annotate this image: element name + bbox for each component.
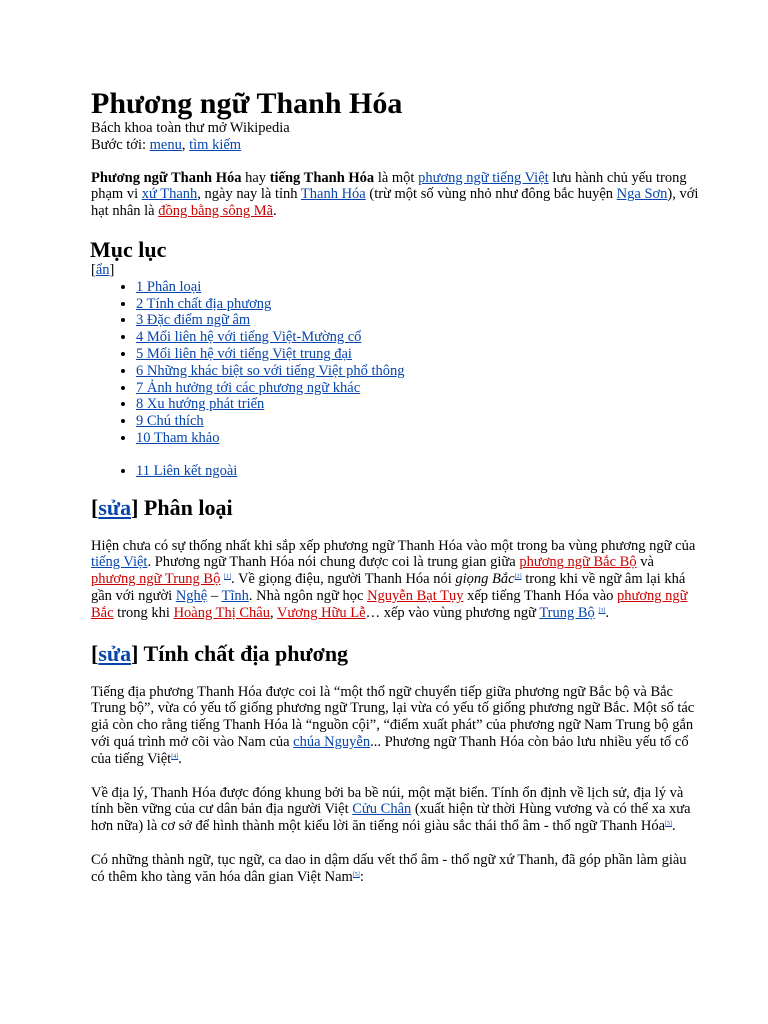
lead-paragraph (91, 170, 701, 220)
para-text: xếp tiếng Thanh Hóa vào (463, 587, 618, 604)
site-subtitle: Bách khoa toàn thư mở Wikipedia (91, 120, 290, 136)
toc-link-viet-muong[interactable]: 4 Mối liên hệ với tiếng Việt-Mường cổ (136, 329, 362, 346)
para-text: , (269, 604, 277, 621)
para-text: – (207, 587, 222, 604)
article-content (91, 88, 701, 886)
link-nghe[interactable]: Nghệ (175, 587, 208, 604)
lead-text: (trừ một số vùng nhỏ như đông bắc huyện (365, 186, 617, 203)
section-heading-phan-loai: [sửa] Phân loại (91, 494, 233, 520)
para-text: . (178, 750, 182, 767)
link-phuong-ngu-bac-bo[interactable]: phương ngữ Bắc Bộ (519, 554, 637, 571)
lead-bold-term: Phương ngữ Thanh Hóa (91, 169, 242, 186)
page-title: Phương ngữ Thanh Hóa (91, 87, 403, 120)
para-text: : (359, 868, 364, 885)
para-text: . (605, 604, 610, 621)
para-text: trong khi về ngữ âm lại khá gần với người (91, 571, 686, 604)
link-vuong-huu-le[interactable]: Vương Hữu Lễ (276, 604, 366, 621)
toc-link-trung-dai[interactable]: 5 Mối liên hệ với tiếng Việt trung đại (136, 345, 352, 362)
jump-to-prefix: Bước tới: (91, 136, 150, 153)
lead-text: , ngày nay là tỉnh (197, 186, 301, 203)
link-nga-son[interactable]: Nga Sơn (616, 186, 668, 203)
reference-link[interactable]: [5] (665, 821, 673, 828)
lead-text: ), với hạt nhân là (91, 186, 699, 220)
toc-item (136, 363, 701, 380)
toc-heading: Mục lục (90, 236, 167, 262)
edit-section-link[interactable]: sửa (98, 640, 132, 666)
reference-link[interactable]: [2] (514, 574, 522, 581)
lead-text: . (273, 203, 277, 220)
reference-link[interactable]: [1] (223, 574, 231, 581)
toc-link-lien-ket-ngoai[interactable]: 11 Liên kết ngoài (136, 462, 238, 479)
para-text: (xuất hiện từ thời Hùng vương và có thể xa xưa hơn nữa) là cơ sở để hình thành một kiểu lời ăn tiếng nói giàu sắc thái thổ âm - thổ ngữ Thanh Hóa (91, 801, 691, 835)
lead-text: hay (241, 169, 270, 186)
menu-link[interactable]: menu (149, 136, 182, 153)
link-nguyen-bat-tuy[interactable]: Nguyễn Bạt Tụy (367, 587, 464, 604)
toc-hide-link[interactable]: ẩn (95, 261, 110, 278)
toc-item (136, 312, 701, 329)
section-paragraph (91, 785, 701, 835)
link-cuu-chan[interactable]: Cửu Chân (352, 801, 412, 818)
toc-link-phan-loai[interactable]: 1 Phân loại (136, 278, 202, 295)
lead-bold-alias: tiếng Thanh Hóa (269, 169, 375, 186)
toc-link-tinh-chat[interactable]: 2 Tính chất địa phương (136, 295, 272, 312)
section-heading-tinh-chat: [sửa] Tính chất địa phương (91, 640, 349, 666)
link-dong-bang-song-ma[interactable]: đồng bằng sông Mã (158, 203, 274, 220)
toc-item (136, 396, 701, 413)
toc-bracket: [ (91, 261, 96, 278)
link-phuong-ngu-trung-bo[interactable]: phương ngữ Trung Bộ (91, 571, 221, 588)
section-paragraph (91, 684, 701, 768)
toc-item (136, 296, 701, 313)
toc-item (136, 329, 701, 346)
para-text: Về địa lý, Thanh Hóa được đóng khung bởi ba bề núi, một mặt biển. Tính ổn định về lịch sử, địa lý và tính bền vững của cư dân bản địa người Việt (91, 784, 684, 818)
toc-item (136, 430, 701, 447)
reference-link[interactable]: [4] (171, 753, 179, 760)
link-tinh[interactable]: Tĩnh (221, 587, 249, 604)
link-trung-bo[interactable]: Trung Bộ (539, 604, 595, 621)
toc-list-secondary (91, 463, 701, 480)
section-paragraph (91, 538, 701, 622)
reference-link[interactable]: [3] (598, 607, 606, 614)
italic-term: giọng Bắc (455, 571, 515, 588)
toc-list (91, 279, 701, 447)
toc-bracket: ] (109, 261, 115, 278)
para-text: . Về giọng điệu, người Thanh Hóa nói (230, 571, 456, 588)
para-text: trong khi (113, 604, 174, 621)
section-title: Tính chất địa phương (143, 640, 349, 666)
lead-text: là một (374, 169, 419, 186)
toc-link-tham-khao[interactable]: 10 Tham khảo (136, 429, 220, 446)
search-link[interactable]: tìm kiếm (189, 136, 242, 153)
toc-link-xu-huong[interactable]: 8 Xu hướng phát triển (136, 396, 265, 413)
toc-item (136, 413, 701, 430)
section-title: Phân loại (143, 494, 233, 520)
toc-link-khac-biet[interactable]: 6 Những khác biệt so với tiếng Việt phổ thông (136, 362, 405, 379)
toc-item (136, 380, 701, 397)
link-phuong-ngu-tieng-viet[interactable]: phương ngữ tiếng Việt (418, 169, 549, 186)
link-thanh-hoa[interactable]: Thanh Hóa (300, 186, 366, 203)
toc-item (136, 346, 701, 363)
para-text: . Phương ngữ Thanh Hóa nói chung được coi là trung gian giữa (147, 554, 520, 571)
para-text: Có những thành ngữ, tục ngữ, ca dao in dậm dấu vết thổ âm - thổ ngữ xứ Thanh, đã góp phần làm giàu có thêm kho tàng văn hóa dân gian Việt Nam (91, 851, 687, 885)
lead-text: lưu hành chủ yếu trong phạm vi (91, 169, 687, 203)
toc-toggle (91, 262, 701, 279)
link-chua-nguyen[interactable]: chúa Nguyễn (293, 733, 371, 750)
edit-section-link[interactable]: sửa (98, 494, 132, 520)
toc-link-chu-thich[interactable]: 9 Chú thích (136, 413, 204, 430)
para-text: … xếp vào vùng phương ngữ (365, 604, 540, 621)
para-text: . (672, 818, 676, 835)
link-tieng-viet[interactable]: tiếng Việt (91, 554, 148, 571)
para-text: và (636, 554, 654, 571)
para-text: ... Phương ngữ Thanh Hóa còn bảo lưu nhiều yếu tố cổ của tiếng Việt (91, 733, 689, 767)
reference-link[interactable]: [5] (352, 871, 360, 878)
link-phuong-ngu-bac[interactable]: phương ngữ Bắc (91, 587, 688, 621)
para-text: . Nhà ngôn ngữ học (248, 587, 368, 604)
toc-link-anh-huong[interactable]: 7 Ảnh hưởng tới các phương ngữ khác (136, 379, 361, 396)
jump-to-nav (91, 137, 701, 154)
toc-item (136, 279, 701, 296)
para-text: Hiện chưa có sự thống nhất khi sắp xếp phương ngữ Thanh Hóa vào một trong ba vùng phương ngữ của (91, 537, 696, 554)
toc-link-dac-diem[interactable]: 3 Đặc điểm ngữ âm (136, 312, 251, 329)
section-paragraph (91, 852, 701, 886)
toc-item (136, 463, 701, 480)
para-text: Tiếng địa phương Thanh Hóa được coi là “một thổ ngữ chuyển tiếp giữa phương ngữ Bắc bộ và Bắc Trung bộ”, vừa có yếu tố giống phương ngữ Trung, lại vừa có yếu tố giống phương ngữ Bắc. Một số tác giả còn cho rằng tiếng Thanh Hóa là “nguồn cội”, “điểm xuất phát” của phương ngữ Nam Trung bộ gắn với quá trình mở cõi vào Nam của (91, 683, 695, 750)
link-hoang-thi-chau[interactable]: Hoàng Thị Châu (173, 604, 270, 621)
link-xu-thanh[interactable]: xứ Thanh (141, 186, 198, 203)
nav-separator: , (181, 136, 190, 153)
